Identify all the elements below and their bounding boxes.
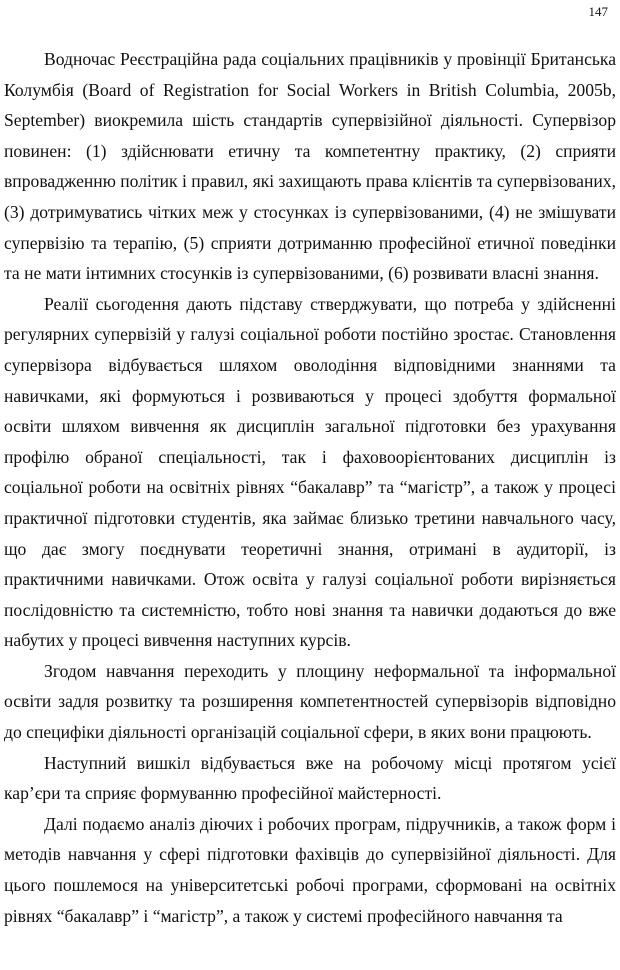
- paragraph-workplace-training: Наступний вишкіл відбувається вже на робочому місці протягом усієї кар’єри та сприяє формуванню професійної майстерності.: [4, 752, 616, 804]
- paragraph-program-analysis: Далі подаємо аналіз діючих і робочих програм, підручників, а також форм і методів навчання у сфері підготовки фахівців до супервізійної діяльності. Для цього пошлемося на університетські робочі програми, сформовані на освітніх рівнях “бакалавр” і “магістр”, а також у системі професійного навчання та: [4, 813, 616, 926]
- page-number: 147: [588, 4, 608, 19]
- paragraph-board-standards: Водночас Реєстраційна рада соціальних працівників у провінції Британська Колумбія (Board of Registration for Social Workers in British Columbia, 2005b, September) виокремила шість стандартів супервізійної діяльності. Супервізор повинен: (1) здійснювати етичну та компетентну практику, (2) сприяти впровадженню політик і правил, які захищають права клієнтів та супервізованих, (3) дотримуватись чітких меж у стосунках із супервізованими, (4) не змішувати супервізію та терапію, (5) сприяти дотриманню професійної етичної поведінки та не мати інтимних стосунків із супервізованими, (6) розвивати власні знання.: [4, 49, 616, 284]
- document-body: [4, 44, 616, 931]
- paragraph-informal-education: Згодом навчання переходить у площину неформальної та інформальної освіти задля розвитку та розширення компетентностей супервізорів відповідно до специфіки діяльності організацій соціальної сфери, в яких вони працюють.: [4, 660, 616, 743]
- paragraph-supervision-need: Реалії сьогодення дають підставу стверджувати, що потреба у здійсненні регулярних супервізій у галузі соціальної роботи постійно зростає. Становлення супервізора відбувається шляхом оволодіння відповідними знаннями та навичками, які формуються і розвиваються у процесі здобуття формальної освіти шляхом вивчення як дисциплін загальної підготовки без урахування профілю обраної спеціальності, так і фаховоорієнтованих дисциплін із соціальної роботи на освітніх рівнях “бакалавр” та “магістр”, а також у процесі практичної підготовки студентів, яка займає близько третини навчального часу, що дає змогу поєднувати теоретичні знання, отримані в аудиторії, із практичними навичками. Отож освіта у галузі соціальної роботи вирізняється послідовністю та системністю, тобто нові знання та навички додаються до вже набутих у процесі вивчення наступних курсів.: [4, 293, 616, 651]
